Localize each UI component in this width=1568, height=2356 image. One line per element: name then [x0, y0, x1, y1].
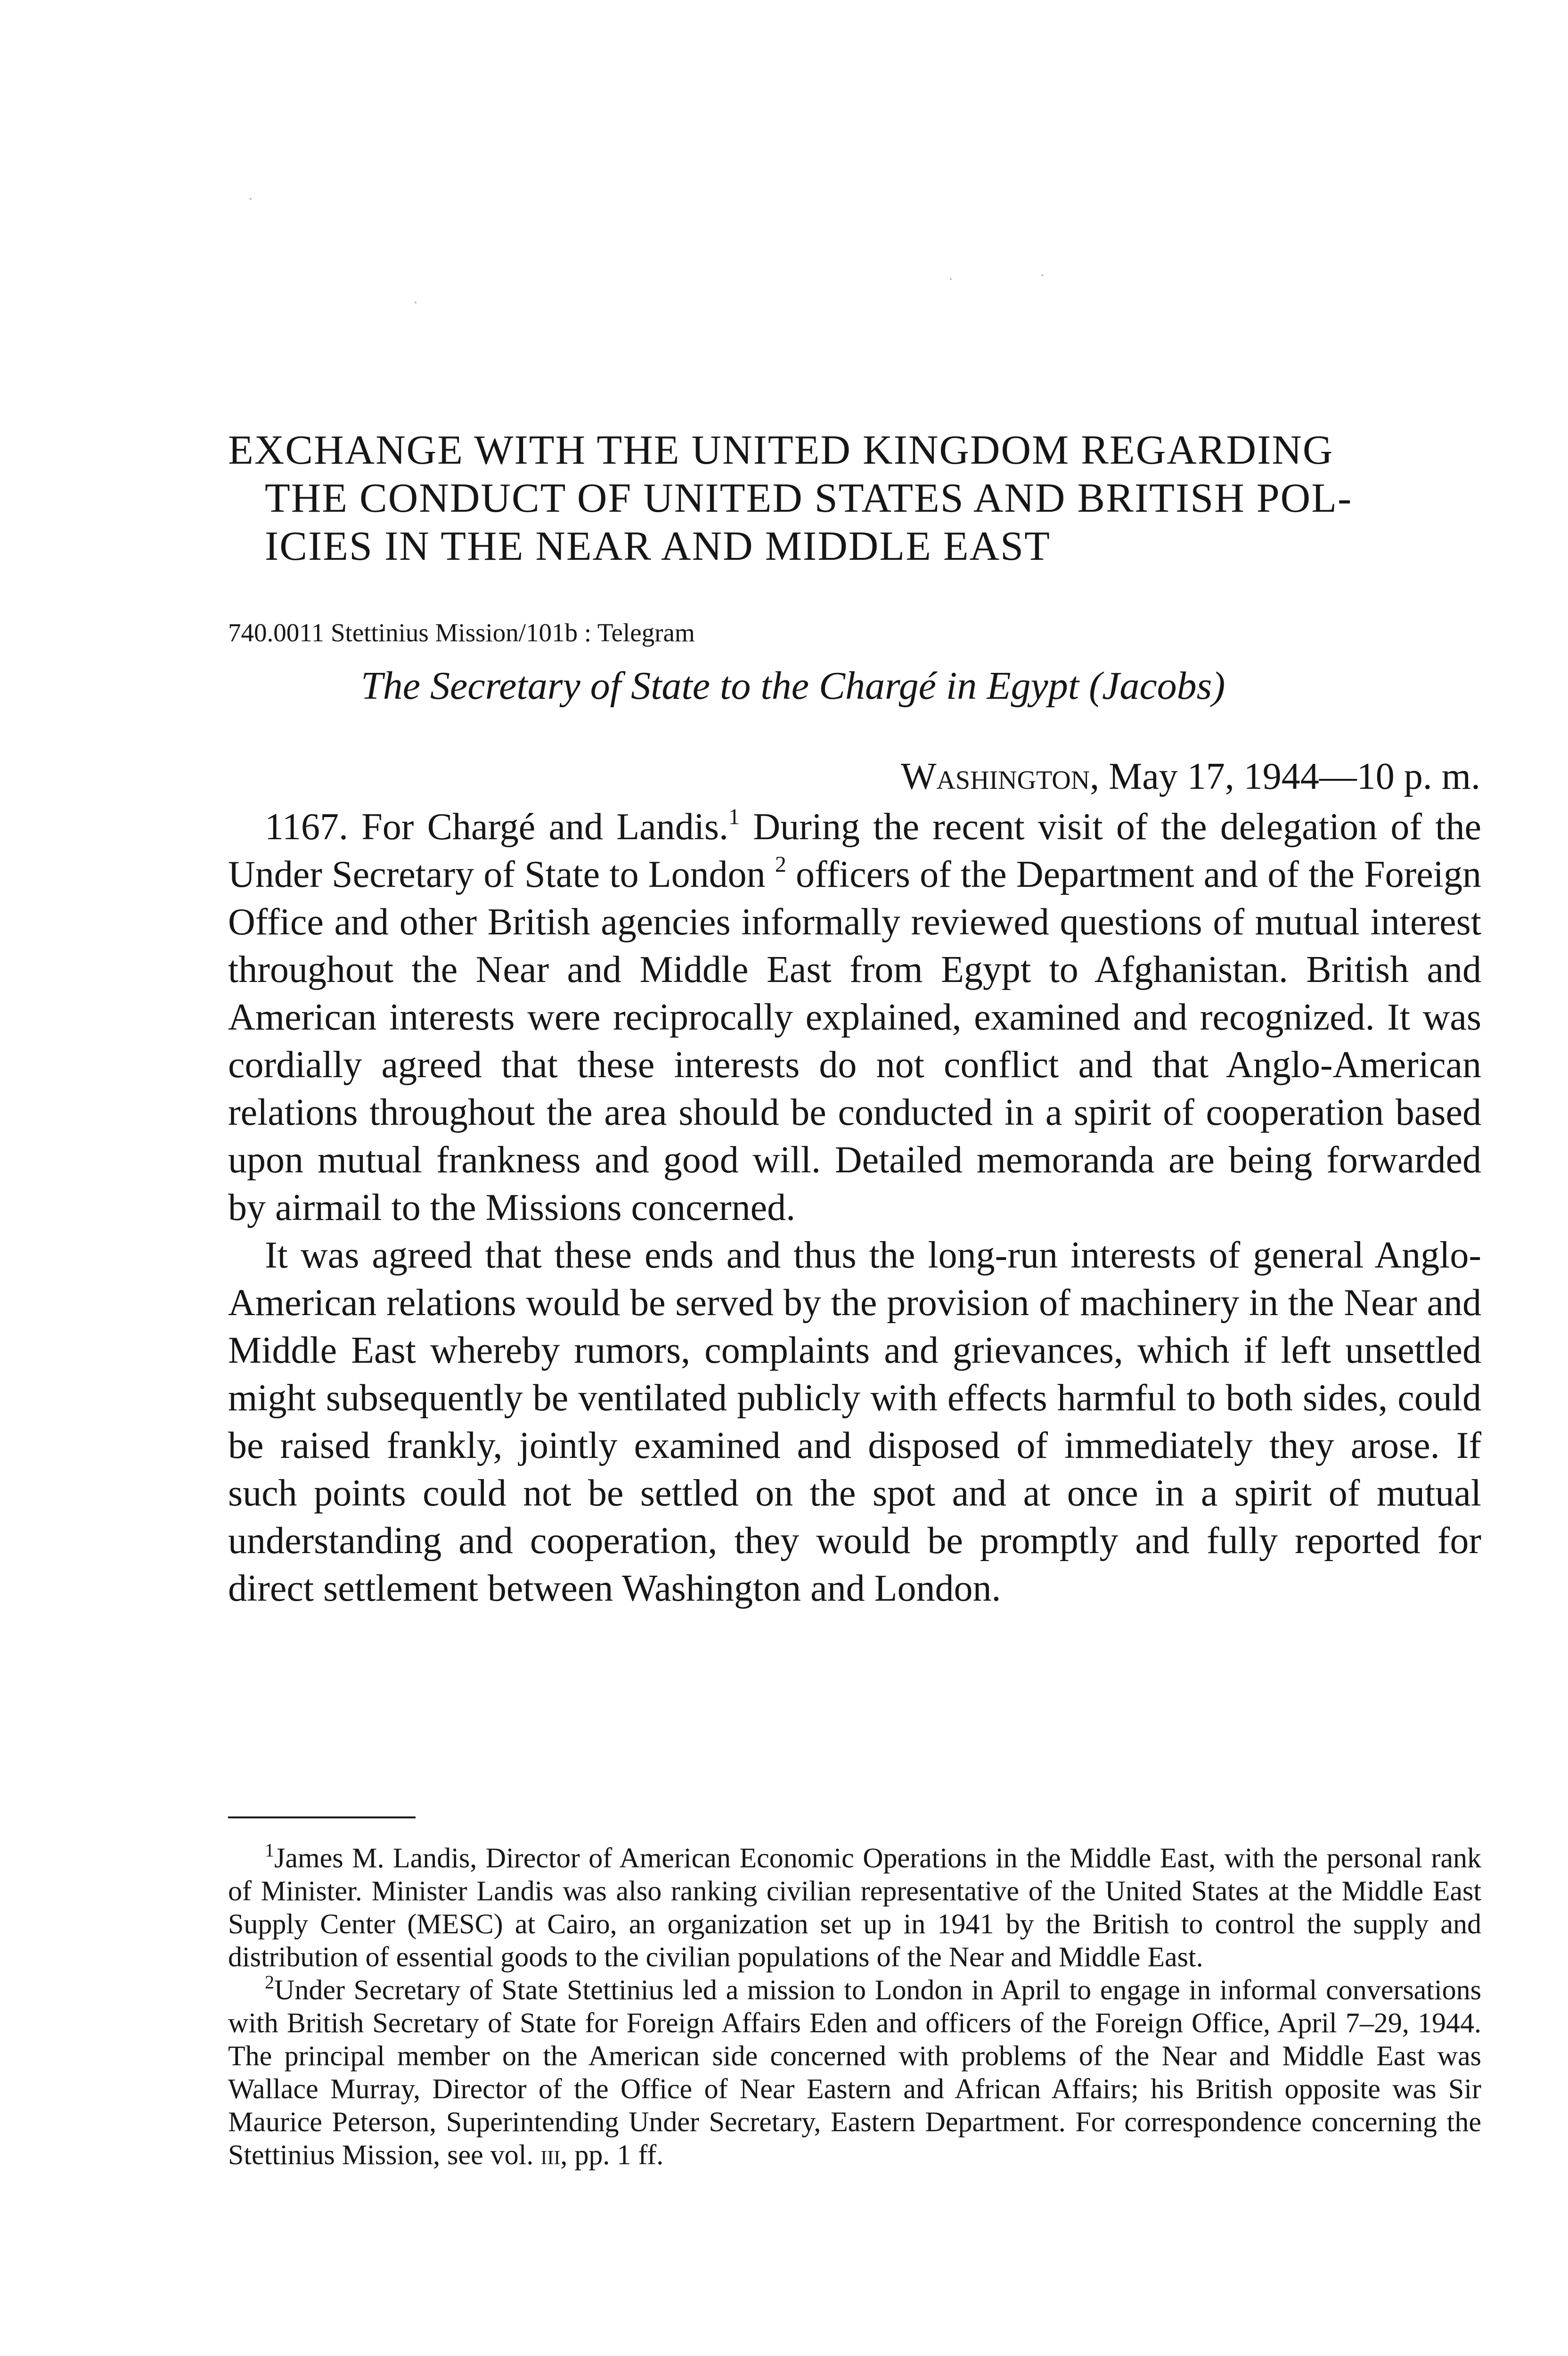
scan-speck: [950, 278, 952, 280]
paragraph-text: During the recent visit of the delegation of the Under Secretary of State to London: [228, 806, 1482, 895]
footnote-text: James M. Landis, Director of American Economic Operations in the Middle East, with the personal rank of Minister. Minister Landis was also ranking civilian representative of the United States at the Middle East Supply Center (MESC) at Cairo, an organization set up in 1941 by the British to control the supply and distribution of essential goods to the civilian populations of the Near and Middle East.: [228, 1842, 1481, 1972]
telegram-body: [228, 803, 1481, 1612]
paragraph-text: officers of the Department and of the Foreign Office and other British agencies informally reviewed questions of mutual interest throughout the Near and Middle East from Egypt to Afghanistan. British and American interests were reciprocally explained, examined and recognized. It was cordially agreed that these interests do not conflict and that Anglo-American relations throughout the area should be conducted in a spirit of cooperation based upon mutual frankness and good will. Detailed memoranda are being forwarded by airmail to the Missions concerned.: [228, 854, 1481, 1228]
title-line: ICIES IN THE NEAR AND MIDDLE EAST: [265, 524, 1051, 569]
footnote: [228, 1973, 1481, 2171]
scan-speck: [250, 198, 252, 200]
footnote-reference: 2: [775, 852, 786, 877]
dateline-place: Washington,: [900, 756, 1100, 797]
footnote-divider: [228, 1816, 416, 1818]
footnote-text: , pp. 1 ff.: [560, 2139, 664, 2170]
dateline-date: May 17, 1944—10 p. m.: [1099, 756, 1480, 797]
footnote-text: Under Secretary of State Stettinius led a mission to London in April to engage in informal conversations with British Secretary of State for Foreign Affairs Eden and officers of the Foreign Office, April 7–29, 1944. The principal member on the American side concerned with problems of the Near and Middle East was Wallace Murray, Director of the Office of Near Eastern and African Affairs; his British opposite was Sir Maurice Peterson, Superintending Under Secretary, Eastern Department. For correspondence concerning the Stettinius Mission, see vol.: [228, 1974, 1481, 2170]
volume-number: iii: [540, 2139, 561, 2170]
document-title: [228, 426, 1481, 571]
telegram-heading: The Secretary of State to the Chargé in Egypt (Jacobs): [361, 664, 1225, 708]
footnote-reference: 1: [728, 804, 740, 830]
footnote-marker: 2: [265, 1972, 274, 1993]
body-paragraph: [228, 803, 1481, 1232]
dateline: [901, 753, 1480, 800]
file-reference: 740.0011 Stettinius Mission/101b : Telegram: [228, 618, 695, 647]
scan-speck: [415, 302, 416, 303]
footnotes: [228, 1841, 1481, 2171]
footnote-marker: 1: [265, 1840, 274, 1861]
title-line: THE CONDUCT OF UNITED STATES AND BRITISH POL-: [265, 475, 1353, 521]
footnote: [228, 1841, 1481, 1973]
title-line: EXCHANGE WITH THE UNITED KINGDOM REGARDING: [228, 427, 1334, 473]
scan-speck: [1041, 274, 1043, 276]
paragraph-text: 1167. For Chargé and Landis.: [265, 806, 729, 848]
body-paragraph: It was agreed that these ends and thus the long-run interests of general Anglo-American relations would be served by the provision of machinery in the Near and Middle East whereby rumors, complaints and grievances, which if left unsettled might subsequently be ventilated publicly with effects harmful to both sides, could be raised frankly, jointly examined and disposed of immediately they arose. If such points could not be settled on the spot and at once in a spirit of mutual understanding and cooperation, they would be promptly and fully reported for direct settlement between Washington and London.: [228, 1235, 1481, 1609]
